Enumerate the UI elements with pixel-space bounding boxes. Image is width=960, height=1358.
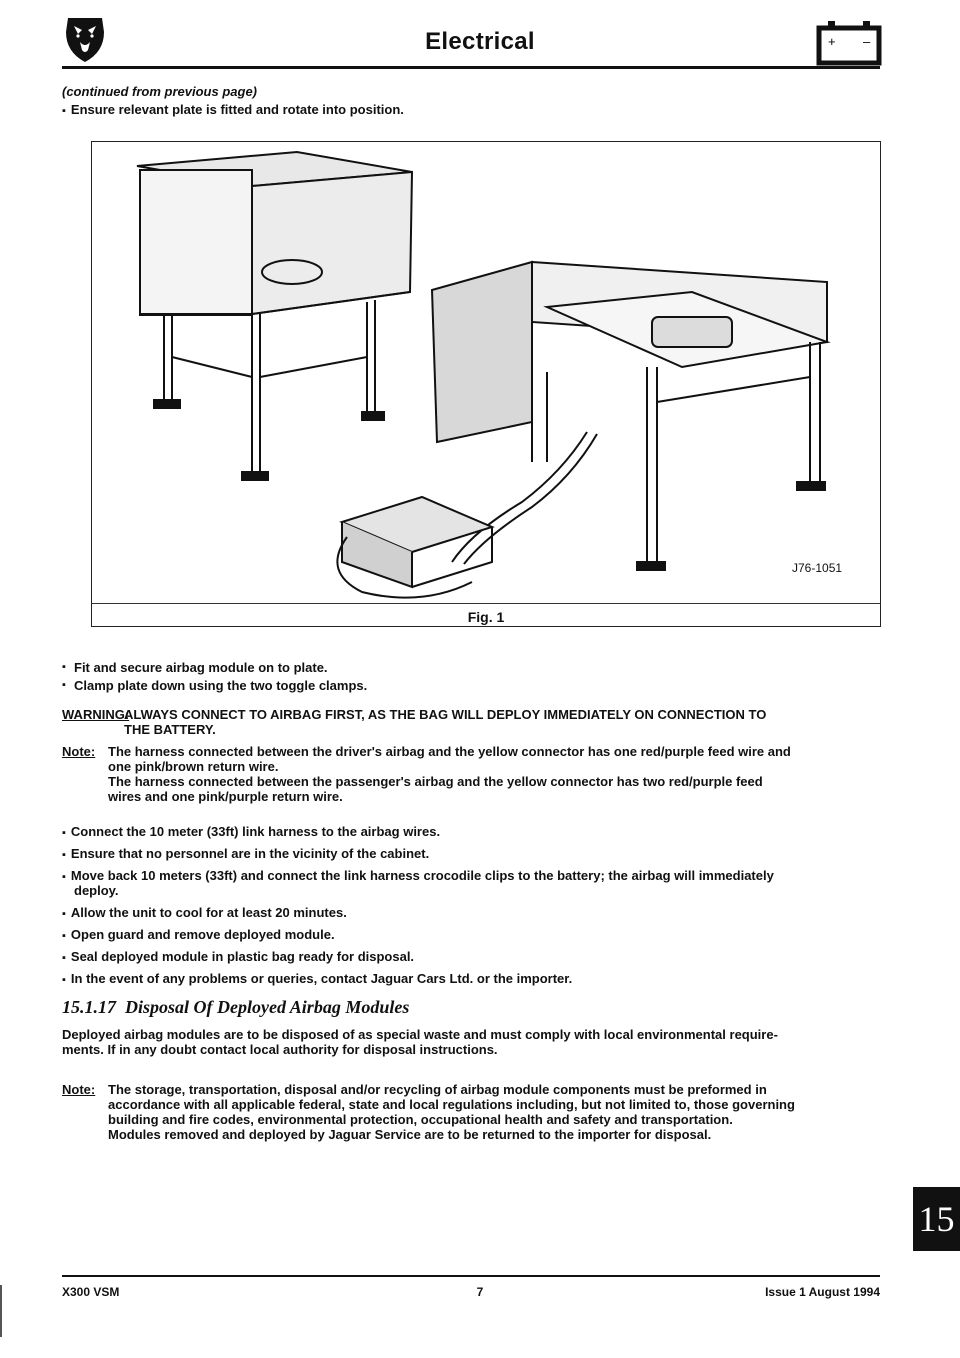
note-text: The storage, transportation, disposal and/or recycling of airbag module components must be preformed in xyxy=(108,1082,767,1097)
note-text: The harness connected between the passenger's airbag and the yellow connector has two red/purple feed xyxy=(108,774,763,789)
note-text: one pink/brown return wire. xyxy=(108,759,279,774)
list-item: ▪ Allow the unit to cool for at least 20 minutes. xyxy=(62,905,347,920)
page-title: Electrical xyxy=(425,28,535,55)
list-item: ▪ Open guard and remove deployed module. xyxy=(62,927,335,942)
note-text: wires and one pink/purple return wire. xyxy=(108,789,343,804)
section-heading: 15.1.17 Disposal Of Deployed Airbag Modules xyxy=(62,997,410,1017)
footer-issue-date: Issue 1 August 1994 xyxy=(765,1285,880,1299)
section-paragraph: Deployed airbag modules are to be disposed of as special waste and must comply with local environmental require- ments. If in any doubt contact local authority for disposal instructions. xyxy=(62,1027,778,1057)
note-text: Modules removed and deployed by Jaguar Service are to be returned to the importer for disposal. xyxy=(108,1127,712,1142)
steps-list-a xyxy=(62,660,882,696)
svg-text:+: + xyxy=(828,34,836,49)
list-item: ▪ Ensure that no personnel are in the vicinity of the cabinet. xyxy=(62,846,430,861)
figure-code: J76-1051 xyxy=(792,561,843,575)
svg-text:–: – xyxy=(863,34,871,49)
note-label: Note: xyxy=(62,744,96,759)
warning-block xyxy=(62,707,892,737)
section-tab: 15 xyxy=(913,1187,960,1251)
margin-marker xyxy=(0,1285,2,1337)
warning-text: ALWAYS CONNECT TO AIRBAG FIRST, AS THE BAG WILL DEPLOY IMMEDIATELY ON CONNECTION TO xyxy=(124,707,767,722)
note-label: Note: xyxy=(62,1082,96,1097)
page-number: 7 xyxy=(476,1285,484,1299)
step-item: ▪ Ensure relevant plate is fitted and rotate into position. xyxy=(62,102,404,117)
note-text: building and fire codes, environmental protection, occupational health and safety and transportation. xyxy=(108,1112,733,1127)
cabinet-illustration xyxy=(92,142,879,604)
figure-frame xyxy=(91,141,881,627)
warning-label: WARNING: xyxy=(62,707,130,722)
note-text: The harness connected between the driver's airbag and the yellow connector has one red/purple feed wire and xyxy=(108,744,791,759)
list-item-continuation: deploy. xyxy=(74,883,119,898)
battery-icon xyxy=(816,18,882,66)
list-item: ▪ Seal deployed module in plastic bag ready for disposal. xyxy=(62,949,415,964)
figure-caption: Fig. 1 xyxy=(467,609,505,625)
continued-note: (continued from previous page) xyxy=(62,84,258,99)
figure-caption-divider xyxy=(91,603,881,604)
list-item: ▪ Fit and secure airbag module on to plate. xyxy=(62,660,882,675)
list-item: ▪ Clamp plate down using the two toggle clamps. xyxy=(62,678,882,693)
footer-manual-code: X300 VSM xyxy=(62,1285,120,1299)
header-divider xyxy=(62,66,880,69)
footer-divider xyxy=(62,1275,880,1277)
list-item: ▪ Move back 10 meters (33ft) and connect the link harness crocodile clips to the battery; the airbag will immediately xyxy=(62,868,774,883)
note-block xyxy=(62,744,892,808)
list-item: ▪ In the event of any problems or queries, contact Jaguar Cars Ltd. or the importer. xyxy=(62,971,573,986)
note-text: accordance with all applicable federal, state and local regulations including, but not limited to, those governing xyxy=(108,1097,795,1112)
warning-text: THE BATTERY. xyxy=(124,722,216,737)
list-item: ▪ Connect the 10 meter (33ft) link harness to the airbag wires. xyxy=(62,824,441,839)
note-block xyxy=(62,1082,892,1146)
